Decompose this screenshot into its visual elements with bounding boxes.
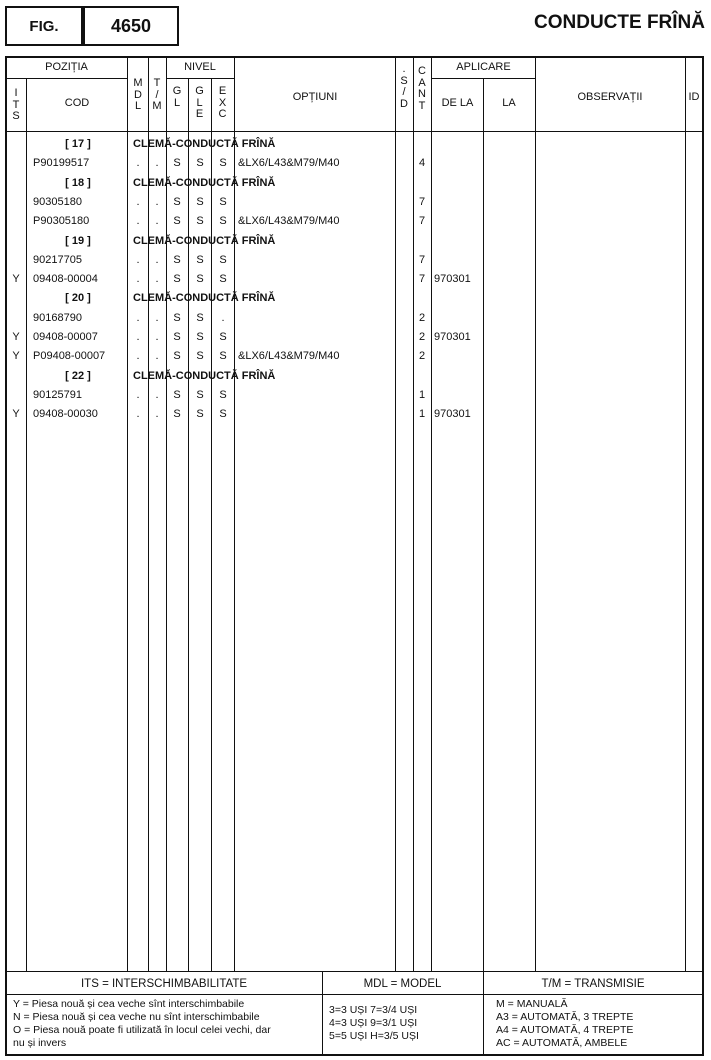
cell-dela: 970301 [434,408,471,421]
cell-cant: 7 [418,273,426,286]
legend-mdl-line: 4=3 UȘI 9=3/1 UȘI [329,1017,418,1029]
cell-cod: P90199517 [33,157,90,170]
grid-line [127,57,128,971]
section-description: CLEMĂ-CONDUCTĂ FRÎNĂ [133,369,276,382]
cell-mdl: . [136,215,140,228]
cell-cod: 90168790 [33,311,82,324]
header-gle-letter: L [196,96,203,109]
grid-line [535,57,536,971]
header-tm-letter: / [155,88,159,101]
grid-line [483,78,484,971]
header-aplicare: APLICARE [456,61,511,73]
cell-cant: 7 [418,253,426,266]
legend-its-line: nu și invers [13,1037,67,1049]
cell-dela: 970301 [434,331,471,343]
cell-exc: S [219,408,227,421]
header-exc [211,86,234,121]
cell-tm: . [155,331,159,343]
legend-its-title: ITS = INTERSCHIMBABILITATE [80,978,248,990]
header-sd-letter: / [402,86,406,98]
position-ref: [ 19 ] [65,234,91,247]
cell-gle: S [196,157,204,170]
cell-opt: &LX6/L43&M79/M40 [238,157,340,170]
header-its-letter: T [12,98,20,111]
grid-line [166,78,235,79]
cell-gl: S [173,331,181,343]
legend-tm-title: T/M = TRANSMISIE [541,978,645,990]
cell-cant: 1 [418,408,426,421]
header-its-letter: I [14,87,18,99]
header-observatii: OBSERVAȚII [577,91,643,103]
cell-mdl: . [136,350,140,363]
cell-mdl: . [136,253,140,266]
cell-cant: 2 [418,350,426,363]
cell-mdl: . [136,388,140,401]
cell-exc: S [219,331,227,343]
grid-line [6,78,127,79]
cell-cod: 90125791 [33,388,82,401]
cell-dela: 970301 [434,273,471,286]
cell-cod: 90305180 [33,195,82,208]
legend-tm-text [496,998,633,1050]
header-optiuni: OPȚIUNI [292,91,338,103]
cell-gl: S [173,350,181,363]
header-exc-letter: C [218,108,227,120]
cell-its: Y [12,350,20,363]
position-ref: [ 20 ] [65,292,91,305]
cell-exc: S [219,350,227,363]
header-mdl [128,78,148,113]
legend-its-text [13,998,271,1050]
cell-cant: 7 [418,215,426,228]
section-description: CLEMĂ-CONDUCTĂ FRÎNĂ [133,138,276,150]
cell-gle: S [196,253,204,266]
legend-tm-line: AC = AUTOMATĂ, AMBELE [496,1037,628,1049]
legend-tm-line: M = MANUALĂ [496,998,568,1010]
cell-gle: S [196,331,204,343]
header-gle-letter: G [195,85,204,97]
header-gl-letter: L [173,96,181,109]
cell-gl: S [173,253,181,266]
cell-cant: 2 [418,331,426,343]
cell-cant: 7 [418,195,426,208]
cell-tm: . [155,311,159,324]
cell-gle: S [196,350,204,363]
cell-exc: S [219,273,227,286]
cell-tm: . [155,408,159,421]
header-tm-letter: M [152,100,162,112]
cell-exc: S [219,388,227,401]
cell-tm: . [155,350,159,363]
cell-mdl: . [136,311,140,324]
header-cant-letter: A [418,76,426,89]
cell-mdl: . [136,408,140,421]
grid-line [483,971,484,1055]
grid-line [234,57,235,971]
header-cant [413,66,431,112]
cell-opt: &LX6/L43&M79/M40 [238,350,340,363]
cell-gle: S [196,311,204,324]
header-la: LA [502,97,516,109]
position-ref: [ 22 ] [65,369,91,382]
section-description: CLEMĂ-CONDUCTĂ FRÎNĂ [133,176,276,189]
grid-line [322,971,323,1055]
header-tm-letter: T [153,77,161,89]
cell-cod: 09408-00004 [33,273,98,286]
cell-mdl: . [136,331,140,343]
legend-tm-line: A3 = AUTOMATĂ, 3 TREPTE [496,1011,634,1023]
grid-line [413,57,414,971]
header-gl [166,86,188,109]
header-its [6,88,26,123]
header-exc-letter: E [218,85,227,97]
cell-tm: . [155,157,159,170]
grid-line [26,78,27,971]
cell-exc: S [219,215,227,228]
header-gle [188,86,211,121]
grid-line [395,57,396,971]
cell-cod: P90305180 [33,215,90,228]
cell-exc: S [219,195,227,208]
header-mdl-letter: L [134,100,142,112]
cell-tm: . [155,215,159,228]
position-ref: [ 18 ] [65,176,91,189]
legend-its-line: O = Piesa nouă poate fi utilizată în locul celei vechi, dar [13,1024,271,1036]
section-description: CLEMĂ-CONDUCTĂ FRÎNĂ [133,292,276,305]
header-sd-letter: . [402,63,406,75]
cell-exc: S [219,253,227,266]
header-mdl-letter: M [133,77,143,89]
header-tm [148,78,166,113]
page-title: CONDUCTE FRÎNĂ [534,12,705,33]
cell-mdl: . [136,195,140,208]
header-divider [6,131,703,132]
grid-line [685,57,686,971]
section-description: CLEMĂ-CONDUCTĂ FRÎNĂ [133,234,276,247]
header-nivel: NIVEL [184,61,216,73]
cell-gle: S [196,273,204,286]
cell-tm: . [155,388,159,401]
cell-tm: . [155,195,159,208]
legend-mdl-title: MDL = MODEL [363,978,442,990]
cell-gl: S [173,195,181,208]
header-cant-letter: N [418,88,426,100]
header-exc-letter: X [218,96,227,109]
cell-cod: P09408-00007 [33,350,106,363]
legend-divider [6,971,703,972]
cell-tm: . [155,253,159,266]
cell-gl: S [173,388,181,401]
figure-label: FIG. [5,6,83,46]
header-de-la: DE LA [441,97,474,109]
cell-gl: S [173,273,181,286]
cell-its: Y [12,408,20,421]
cell-cod: 09408-00007 [33,331,98,343]
cell-cant: 2 [418,311,426,324]
cell-gl: S [173,215,181,228]
cell-gle: S [196,195,204,208]
legend-its-line: N = Piesa nouă și cea veche nu sînt interschimbabile [13,1011,260,1023]
header-cod: COD [64,97,90,109]
grid-line [6,994,703,995]
position-ref: [ 17 ] [65,138,91,150]
grid-line [166,57,167,971]
cell-its: Y [12,331,20,343]
cell-tm: . [155,273,159,286]
cell-gl: S [173,408,181,421]
cell-cant: 1 [418,388,426,401]
header-gle-letter: E [195,108,204,120]
header-sd-letter: S [400,74,408,87]
cell-gle: S [196,408,204,421]
cell-exc: . [221,311,225,324]
cell-cod: 09408-00030 [33,408,98,421]
header-pozitia: POZIȚIA [45,61,88,73]
header-sd-letter: D [400,97,408,110]
header-cant-letter: C [418,65,426,77]
header-cant-letter: T [418,99,426,112]
grid-line [211,78,212,971]
header-id: ID [688,91,700,103]
cell-exc: S [219,157,227,170]
header-its-letter: S [12,110,20,122]
grid-line [188,78,189,971]
cell-mdl: . [136,273,140,286]
legend-its-line: Y = Piesa nouă și cea veche sînt interschimbabile [13,998,245,1010]
legend-mdl-line: 5=5 UȘI H=3/5 UȘI [329,1030,419,1042]
header-gl-letter: G [172,85,182,97]
figure-number: 4650 [83,6,179,46]
grid-line [431,57,432,971]
cell-opt: &LX6/L43&M79/M40 [238,215,340,228]
legend-mdl-line: 3=3 UȘI 7=3/4 UȘI [329,1004,418,1016]
grid-line [148,57,149,971]
legend-tm-line: A4 = AUTOMATĂ, 4 TREPTE [496,1024,634,1036]
header-mdl-letter: D [134,88,142,101]
legend-mdl-text [329,1004,419,1043]
cell-gle: S [196,215,204,228]
cell-mdl: . [136,157,140,170]
cell-gl: S [173,311,181,324]
cell-gle: S [196,388,204,401]
header-sd [395,64,413,110]
cell-cod: 90217705 [33,253,82,266]
cell-cant: 4 [418,157,426,170]
cell-its: Y [12,273,20,286]
cell-gl: S [173,157,181,170]
